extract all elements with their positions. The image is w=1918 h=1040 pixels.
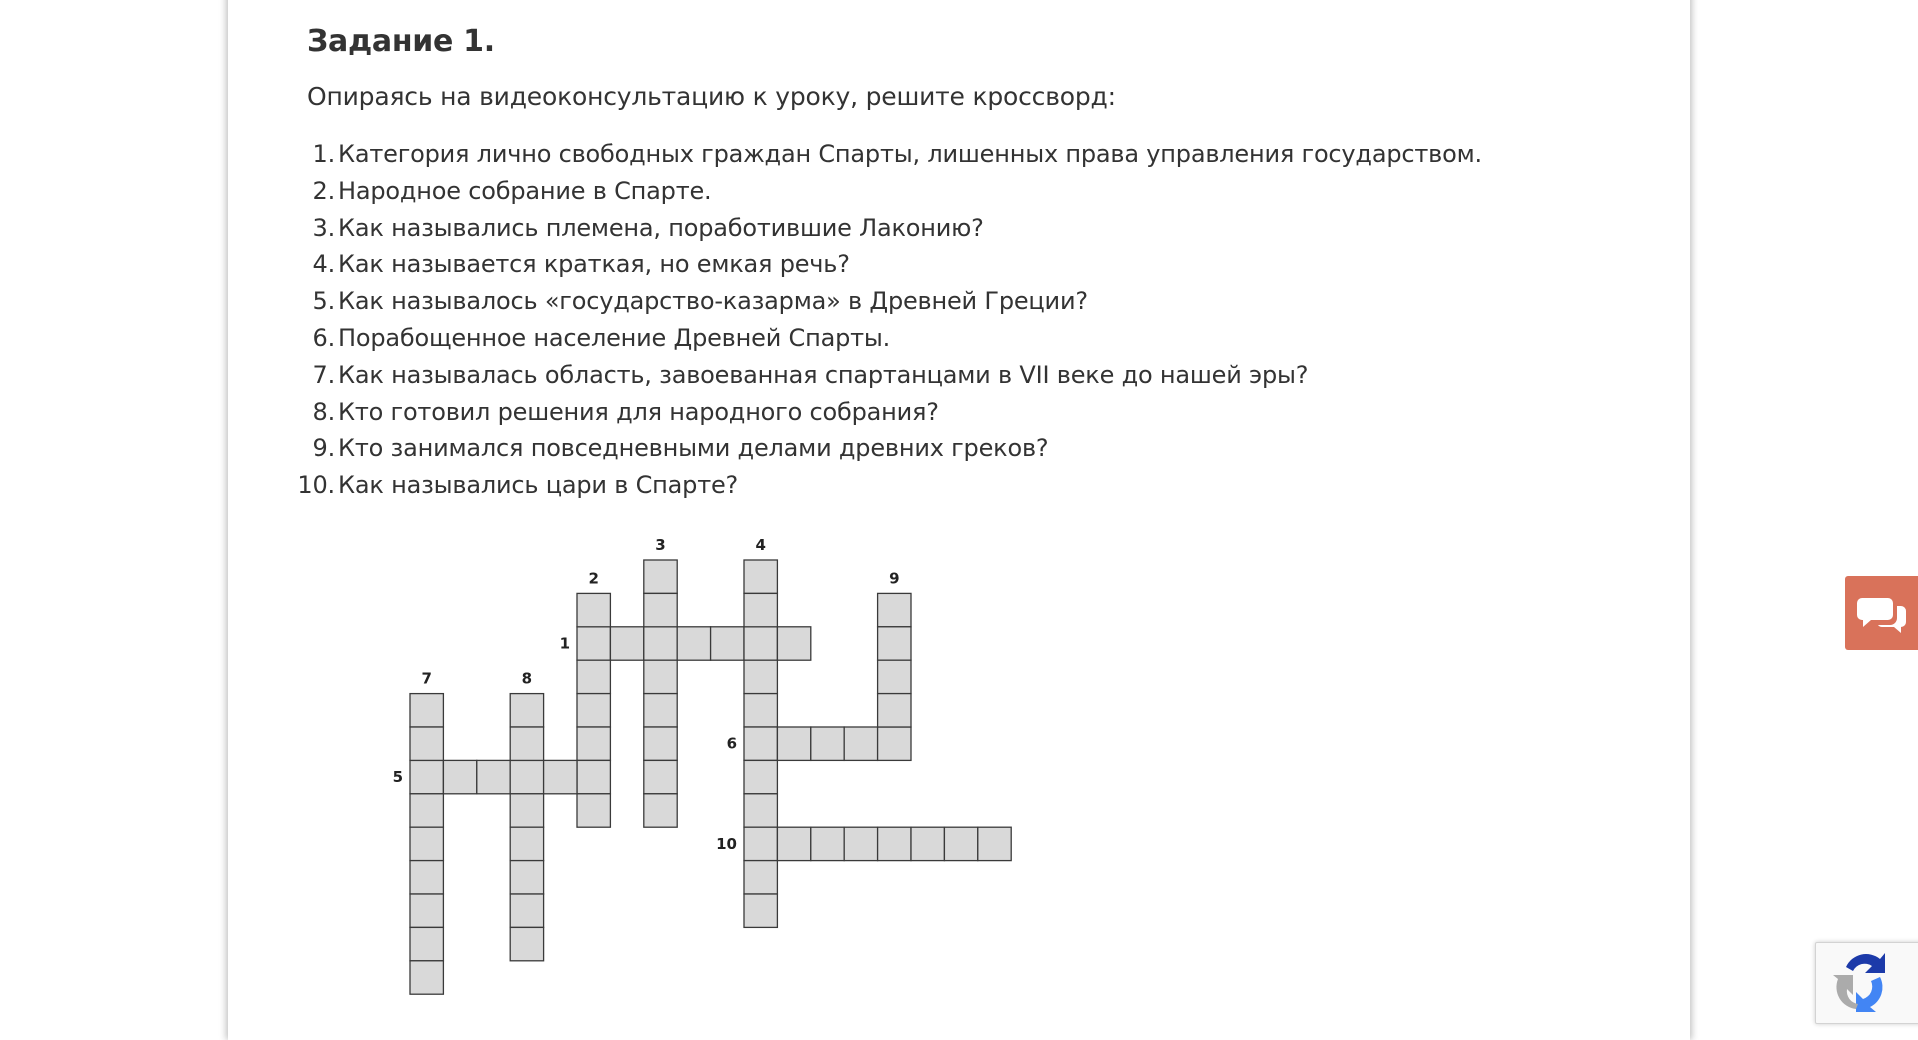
crossword-cell [644,560,677,593]
crossword-cell [510,727,543,760]
crossword-cell [711,627,744,660]
crossword-cell [744,760,777,793]
clue-number-label: 8 [521,669,533,688]
crossword-cell [644,660,677,693]
question-text: Как назывались племена, поработившие Лаконию? [338,213,984,242]
crossword-cell [744,727,777,760]
crossword-cell [510,794,543,827]
question-text: Как называется краткая, но емкая речь? [338,250,850,279]
crossword-cell [510,760,543,793]
crossword-cell [644,694,677,727]
crossword-cell [878,660,911,693]
question-text: Как называлась область, завоеванная спартанцами в VII веке до нашей эры? [338,360,1309,389]
crossword-cell [777,827,810,860]
crossword-cell [944,827,977,860]
crossword-cell [744,593,777,626]
recaptcha-badge[interactable] [1815,942,1918,1024]
crossword-cell [510,827,543,860]
crossword-cell [510,694,543,727]
clue-number-label: 6 [726,734,737,753]
crossword-cell [410,927,443,960]
question-number: 1. [312,140,335,168]
crossword-cell [577,660,610,693]
crossword-cell [577,593,610,626]
chat-bubbles-icon [1845,576,1918,650]
crossword-cell [777,727,810,760]
crossword-cell [878,694,911,727]
crossword-cell [878,827,911,860]
crossword-cell [510,894,543,927]
question-number: 4. [312,250,335,279]
crossword-cell [744,894,777,927]
question-text: Народное собрание в Спарте. [338,176,712,205]
crossword-cell [644,794,677,827]
clue-number-label: 10 [716,834,737,853]
crossword-cell [878,593,911,626]
crossword-cell [577,727,610,760]
crossword-cell [744,627,777,660]
crossword-cell [878,727,911,760]
crossword-cell [510,861,543,894]
crossword-cell [410,861,443,894]
crossword-cell [644,593,677,626]
recaptcha-logo-icon [1816,943,1918,1023]
crossword-cell [744,827,777,860]
crossword-cell [577,760,610,793]
clue-number-label: 1 [559,634,570,653]
crossword-cell [510,927,543,960]
clue-number-label: 5 [392,768,403,787]
crossword-cell [811,827,844,860]
clue-number-label: 7 [421,669,432,688]
crossword-cell [410,961,443,994]
crossword-cell [844,727,877,760]
crossword-cell [410,894,443,927]
crossword-cell [744,794,777,827]
crossword-cell [443,760,476,793]
clue-number-label: 4 [755,536,766,554]
question-text: Категория лично свободных граждан Спарты, лишенных права управления государством. [338,140,1482,168]
question-number: 6. [312,323,335,352]
crossword-cell [410,827,443,860]
question-text: Как назывались цари в Спарте? [338,471,739,500]
crossword-cell [644,727,677,760]
task-intro: Опираясь на видеоконсультацию к уроку, решите кроссворд: [307,82,1116,111]
question-number: 3. [312,213,335,242]
question-number: 9. [312,434,335,463]
chat-button[interactable] [1845,576,1918,650]
crossword-cell [744,861,777,894]
crossword-cell [644,627,677,660]
crossword-cell [744,660,777,693]
crossword-cell [477,760,510,793]
question-number: 2. [312,176,335,205]
crossword-cell [410,760,443,793]
crossword-cell [677,627,710,660]
clue-number-label: 9 [889,569,900,588]
question-text: Кто занимался повседневными делами древних греков? [338,434,1049,463]
question-text: Кто готовил решения для народного собрания? [338,397,939,426]
crossword-cell [544,760,577,793]
crossword-cell [878,627,911,660]
task-title: Задание 1. [307,24,495,59]
question-number: 5. [312,287,335,316]
crossword-cell [978,827,1011,860]
question-text: Порабощенное население Древней Спарты. [338,323,891,352]
crossword-cell [911,827,944,860]
crossword-cell [610,627,643,660]
question-number: 7. [312,360,335,389]
clue-number-label: 3 [655,536,666,554]
crossword-cell [811,727,844,760]
crossword-cell [744,560,777,593]
clue-number-label: 2 [588,569,599,588]
crossword-cell [744,694,777,727]
crossword-cell [577,794,610,827]
crossword-cell [844,827,877,860]
crossword-cell [644,760,677,793]
question-number: 10. [297,471,335,500]
crossword-cell [410,694,443,727]
question-text: Как называлось «государство-казарма» в Древней Греции? [338,287,1088,316]
question-number: 8. [312,397,335,426]
crossword-cell [577,627,610,660]
crossword-cell [777,627,810,660]
crossword-cell [410,794,443,827]
crossword-cell [577,694,610,727]
crossword-cell [410,727,443,760]
